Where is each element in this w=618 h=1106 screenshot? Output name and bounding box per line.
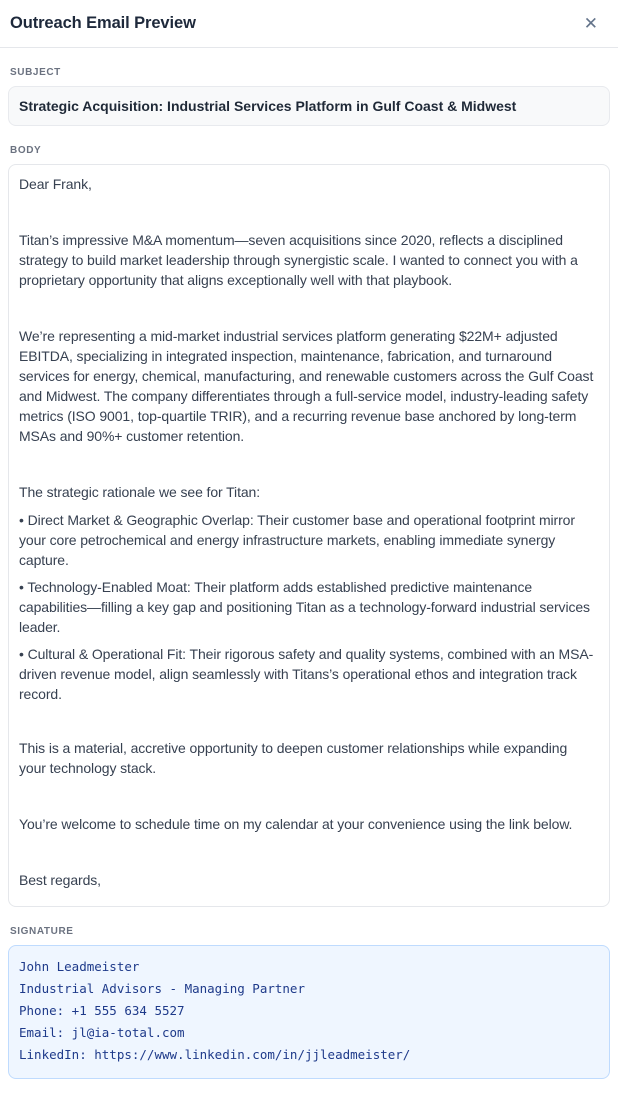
- body-paragraph: You’re welcome to schedule time on my calendar at your convenience using the link below.: [19, 816, 573, 832]
- body-paragraph: • Cultural & Operational Fit: Their rigorous safety and quality systems, combined with an MSA-driven revenue model, align seamlessly with Titans’s operational ethos and integration track record.: [19, 646, 594, 702]
- signature-line: Email: jl@ia-total.com: [19, 1025, 185, 1040]
- body-paragraph: Dear Frank,: [19, 176, 92, 192]
- body-paragraph: • Direct Market & Geographic Overlap: Their customer base and operational footprint mirror your core petrochemical and energy infrastructure markets, enabling immediate synergy capture.: [19, 512, 575, 568]
- signature-line: Phone: +1 555 634 5527: [19, 1003, 185, 1018]
- signature-label: SIGNATURE: [10, 926, 74, 937]
- body-paragraph: Titan’s impressive M&A momentum—seven acquisitions since 2020, reflects a disciplined strategy to build market leadership through synergistic scale. I wanted to connect you with a proprietary opportunity that aligns exceptionally well with that playbook.: [19, 232, 578, 288]
- modal-content: [0, 67, 618, 1079]
- page-title: Outreach Email Preview: [10, 14, 196, 32]
- body-field: [8, 164, 610, 907]
- subject-label: SUBJECT: [10, 67, 61, 78]
- body-paragraph: The strategic rationale we see for Titan:: [19, 484, 261, 500]
- body-paragraph: Best regards,: [19, 872, 101, 888]
- close-icon[interactable]: ✕: [578, 11, 604, 36]
- signature-line: John Leadmeister: [19, 959, 140, 974]
- signature-field: [8, 945, 610, 1079]
- subject-field: Strategic Acquisition: Industrial Services Platform in Gulf Coast & Midwest: [8, 86, 610, 126]
- signature-line: Industrial Advisors - Managing Partner: [19, 981, 305, 996]
- body-paragraph: We’re representing a mid-market industrial services platform generating $22M+ adjusted EBITDA, specializing in integrated inspection, maintenance, fabrication, and turnaround services for energy, chemical, manufacturing, and renewable customers across the Gulf Coast and Midwest. The company differentiates through a full-service model, industry-leading safety metrics (ISO 9001, top-quartile TRIR), and a recurring revenue base anchored by long-term MSAs and 90%+ customer retention.: [19, 328, 594, 444]
- signature-line: LinkedIn: https://www.linkedin.com/in/jjleadmeister/: [19, 1047, 411, 1062]
- modal-header: [0, 0, 618, 48]
- body-paragraph: This is a material, accretive opportunity to deepen customer relationships while expanding your technology stack.: [19, 740, 568, 776]
- body-label: BODY: [10, 145, 42, 156]
- body-paragraph: • Technology-Enabled Moat: Their platform adds established predictive maintenance capabilities—filling a key gap and positioning Titan as a technology-forward industrial services leader.: [19, 579, 590, 635]
